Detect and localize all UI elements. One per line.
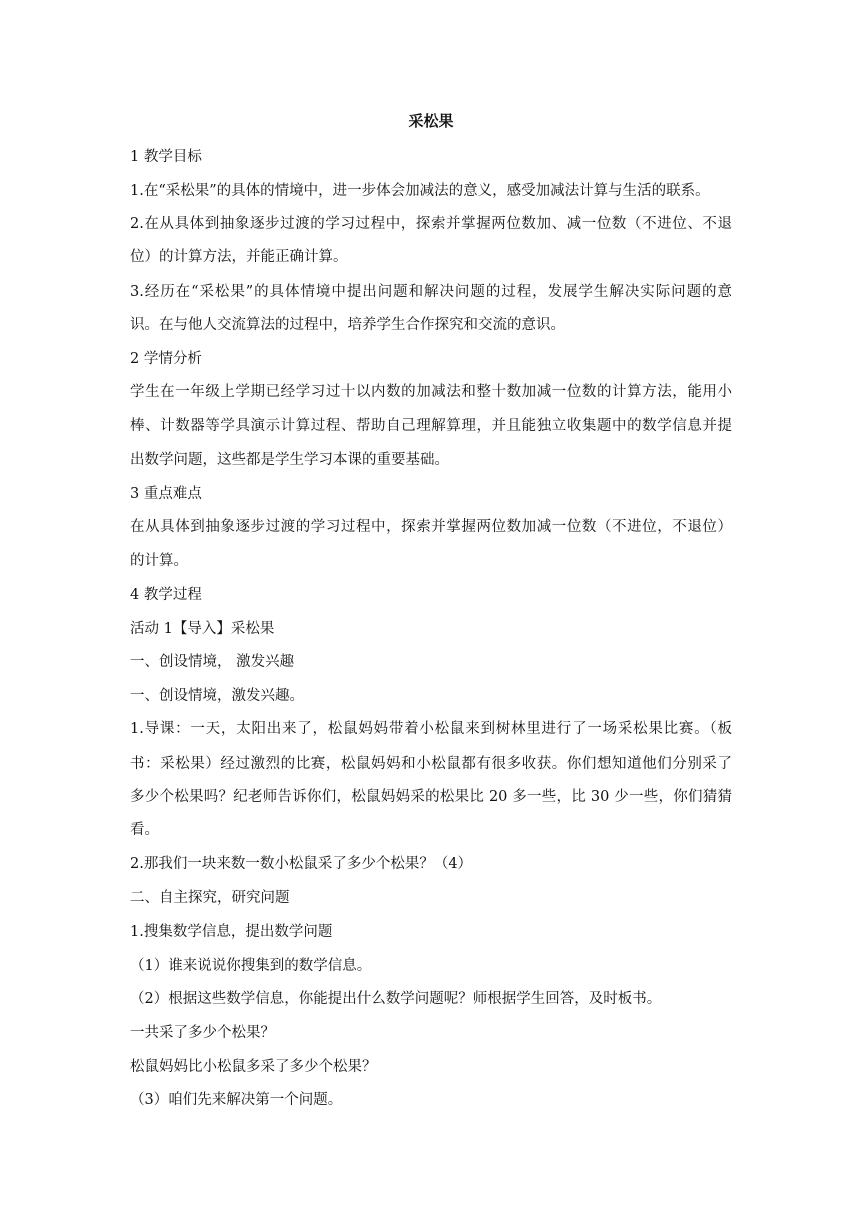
paragraph-line: 一、创设情境， 激发兴趣 bbox=[130, 654, 295, 670]
paragraph-line: 棒、计数器等学具演示计算过程、帮助自己理解算理，并且能独立收集题中的数学信息并提 bbox=[130, 418, 732, 434]
paragraph-line: 1.导课：一天，太阳出来了，松鼠妈妈带着小松鼠来到树林里进行了一场采松果比赛。（板 bbox=[130, 721, 732, 737]
paragraph-line: 1.搜集数学信息，提出数学问题 bbox=[130, 924, 333, 940]
paragraph-line: 多少个松果吗？纪老师告诉你们，松鼠妈妈采的松果比 20 多一些，比 30 少一些，你们猜猜 bbox=[130, 789, 732, 805]
paragraph-line: 出数学问题，这些都是学生学习本课的重要基础。 bbox=[130, 452, 449, 468]
document-page bbox=[130, 0, 732, 1216]
paragraph-line: 一共采了多少个松果？ bbox=[130, 1025, 275, 1041]
section-heading-explore: 二、自主探究，研究问题 bbox=[130, 890, 290, 906]
paragraph-line: 松鼠妈妈比小松鼠多采了多少个松果？ bbox=[130, 1059, 377, 1075]
document-title: 采松果 bbox=[408, 112, 454, 130]
paragraph-line: 2.在从具体到抽象逐步过渡的学习过程中，探索并掌握两位数加、减一位数（不进位、不退 bbox=[130, 216, 732, 232]
paragraph-line: 1.在“采松果”的具体的情境中，进一步体会加减法的意义，感受加减法计算与生活的联系。 bbox=[130, 183, 710, 199]
paragraph-line: （1）谁来说说你搜集到的数学信息。 bbox=[130, 958, 372, 974]
paragraph-line: 在从具体到抽象逐步过渡的学习过程中，探索并掌握两位数加减一位数（不进位，不退位） bbox=[130, 519, 732, 535]
paragraph-line: 的计算。 bbox=[130, 553, 188, 569]
paragraph-line: 一、创设情境，激发兴趣。 bbox=[130, 688, 304, 704]
paragraph-line: （3）咱们先来解决第一个问题。 bbox=[130, 1092, 343, 1108]
paragraph-line: 书：采松果）经过激烈的比赛，松鼠妈妈和小松鼠都有很多收获。你们想知道他们分别采了 bbox=[130, 756, 732, 772]
paragraph-line: 识。在与他人交流算法的过程中，培养学生合作探究和交流的意识。 bbox=[130, 317, 565, 333]
section-heading-process: 4 教学过程 bbox=[130, 587, 202, 603]
paragraph-line: 2.那我们一块来数一数小松鼠采了多少个松果？（4） bbox=[130, 856, 473, 872]
section-heading-objectives: 1 教学目标 bbox=[130, 149, 202, 165]
paragraph-line: 活动 1【导入】采松果 bbox=[130, 621, 275, 637]
paragraph-line: 学生在一年级上学期已经学习过十以内数的加减法和整十数加减一位数的计算方法，能用小 bbox=[130, 384, 732, 400]
paragraph-line: 3.经历在“采松果”的具体情境中提出问题和解决问题的过程，发展学生解决实际问题的意 bbox=[130, 284, 732, 300]
paragraph-line: 看。 bbox=[130, 822, 159, 838]
section-heading-key-points: 3 重点难点 bbox=[130, 486, 202, 502]
paragraph-line: （2）根据这些数学信息，你能提出什么数学问题呢？师根据学生回答，及时板书。 bbox=[130, 991, 662, 1007]
section-heading-analysis: 2 学情分析 bbox=[130, 351, 202, 367]
paragraph-line: 位）的计算方法，并能正确计算。 bbox=[130, 249, 348, 265]
